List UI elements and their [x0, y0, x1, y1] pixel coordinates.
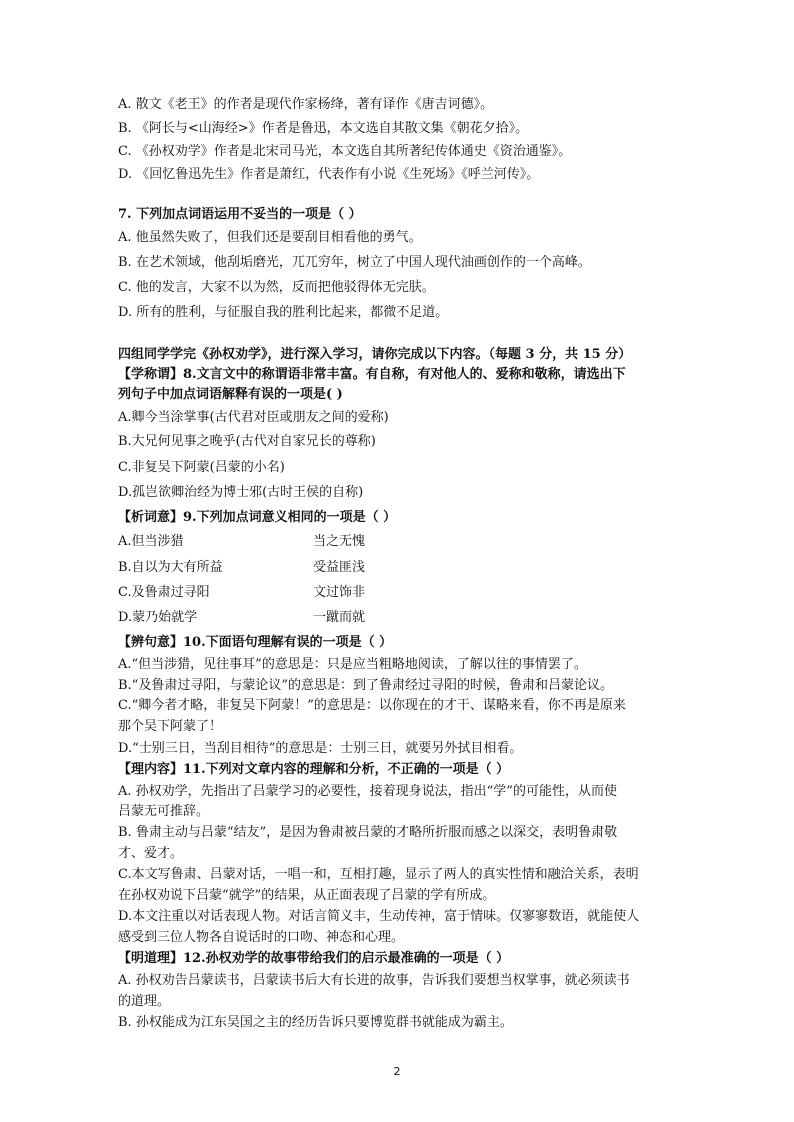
q7-stem: 7. 下列加点词语运用不妥当的一项是（ ）	[118, 207, 362, 222]
q10-line-2: B.“及鲁肃过寻阳，与蒙论议”的意思是：到了鲁肃经过寻阳的时候，鲁肃和吕蒙论议。	[118, 678, 613, 693]
q11-line-4: 才、爱才。	[118, 846, 184, 861]
q7-option-c: C. 他的发言，大家不以为然，反而把他驳得体无完肤。	[118, 280, 435, 295]
q8-option-a: A.卿今当涂掌事(古代君对臣或朋友之间的爱称)	[118, 410, 389, 425]
q9-row-b-left: B.自以为大有所益	[118, 560, 223, 575]
q11-stem: 【理内容】11.下列对文章内容的理解和分析，不正确的一项是（ ）	[118, 762, 510, 777]
q10-line-5: D.“士别三日，当刮目相待”的意思是：士别三日，就要另外拭目相看。	[118, 741, 523, 756]
q9-row-d-left: D.蒙乃始就学	[118, 610, 198, 625]
q9-row-a-right: 当之无愧	[313, 534, 366, 549]
q6-option-d: D. 《回忆鲁迅先生》作者是萧红，代表作有小说《生死场》《呼兰河传》。	[118, 167, 540, 182]
q9-row-d-right: 一蹴而就	[313, 610, 366, 625]
q9-row-b-right: 受益匪浅	[313, 560, 366, 575]
q12-line-3: B. 孙权能成为江东吴国之主的经历告诉只要博览群书就能成为霸主。	[118, 1015, 513, 1030]
q10-line-1: A.“但当涉猎，见往事耳”的意思是：只是应当粗略地阅读，了解以往的事情罢了。	[118, 657, 587, 672]
q10-stem: 【辨句意】10.下面语句理解有误的一项是（ ）	[118, 635, 393, 650]
q8-option-b: B.大兄何见事之晚乎(古代对自家兄长的尊称)	[118, 434, 376, 449]
q9-stem: 【析词意】9.下列加点词意义相同的一项是（ ）	[118, 510, 397, 525]
q9-row-c-left: C.及鲁肃过寻阳	[118, 585, 210, 600]
section-intro: 四组同学学完《孙权劝学》，进行深入学习，请你完成以下内容。（每题 3 分，共 15 分）	[118, 347, 632, 362]
q6-option-a: A. 散文《老王》的作者是现代作家杨绛，著有译作《唐吉诃德》。	[118, 97, 494, 112]
q12-line-1: A. 孙权劝告吕蒙读书，吕蒙读书后大有长进的故事，告诉我们要想当权掌事，就必须读书	[118, 973, 630, 988]
q11-line-1: A. 孙权劝学，先指出了吕蒙学习的必要性，接着现身说法，指出“学”的可能性，从而使	[118, 784, 617, 799]
q10-line-4: 那个吴下阿蒙了！	[118, 719, 223, 734]
q6-option-c: C. 《孙权劝学》作者是北宋司马光，本文选自其所著纪传体通史《资治通鉴》。	[118, 144, 572, 159]
q6-option-b: B. 《阿长与<山海经>》作者是鲁迅，本文选自其散文集《朝花夕拾》。	[118, 121, 529, 136]
q12-stem: 【明道理】12.孙权劝学的故事带给我们的启示最准确的一项是（ ）	[118, 951, 510, 966]
q11-line-3: B. 鲁肃主动与吕蒙“结友”，是因为鲁肃被吕蒙的才略所折服而感之以深交，表明鲁肃敬	[118, 825, 618, 840]
q8-stem-line1: 【学称谓】8.文言文中的称谓语非常丰富。有自称，有对他人的、爱称和敬称，请选出下	[118, 367, 626, 382]
q11-line-8: 感受到三位人物各自说话时的口吻、神态和心理。	[118, 930, 405, 945]
q9-row-a-left: A.但当涉猎	[118, 534, 184, 549]
q11-line-5: C.本文写鲁肃、吕蒙对话，一唱一和，互相打趣，显示了两人的真实性情和融洽关系，表明	[118, 867, 639, 882]
q8-option-c: C.非复吴下阿蒙(吕蒙的小名)	[118, 460, 285, 475]
q11-line-7: D.本文注重以对话表现人物。对话言简义丰，生动传神，富于情味。仅寥寥数语，就能使人	[118, 909, 640, 924]
q7-option-d: D. 所有的胜利，与征服自我的胜利比起来，都微不足道。	[118, 305, 449, 320]
q11-line-6: 在孙权劝说下吕蒙“就学”的结果，从正面表现了吕蒙的学有所成。	[118, 888, 496, 903]
q7-option-b: B. 在艺术领域，他刮垢磨光，兀兀穷年，树立了中国人现代油画创作的一个高峰。	[118, 255, 591, 270]
q10-line-3: C.“卿今者才略，非复吴下阿蒙！”的意思是：以你现在的才干、谋略来看，你不再是原来	[118, 698, 626, 713]
q8-option-d: D.孤岂欲卿治经为博士邪(古时王侯的自称)	[118, 485, 364, 500]
q9-row-c-right: 文过饰非	[313, 585, 366, 600]
q7-option-a: A. 他虽然失败了，但我们还是要刮目相看他的勇气。	[118, 230, 422, 245]
page-number: 2	[393, 1065, 401, 1078]
q11-line-2: 吕蒙无可推辞。	[118, 804, 210, 819]
q12-line-2: 的道理。	[118, 994, 171, 1009]
q8-stem-line2: 列句子中加点词语解释有误的一项是( )	[118, 387, 343, 402]
